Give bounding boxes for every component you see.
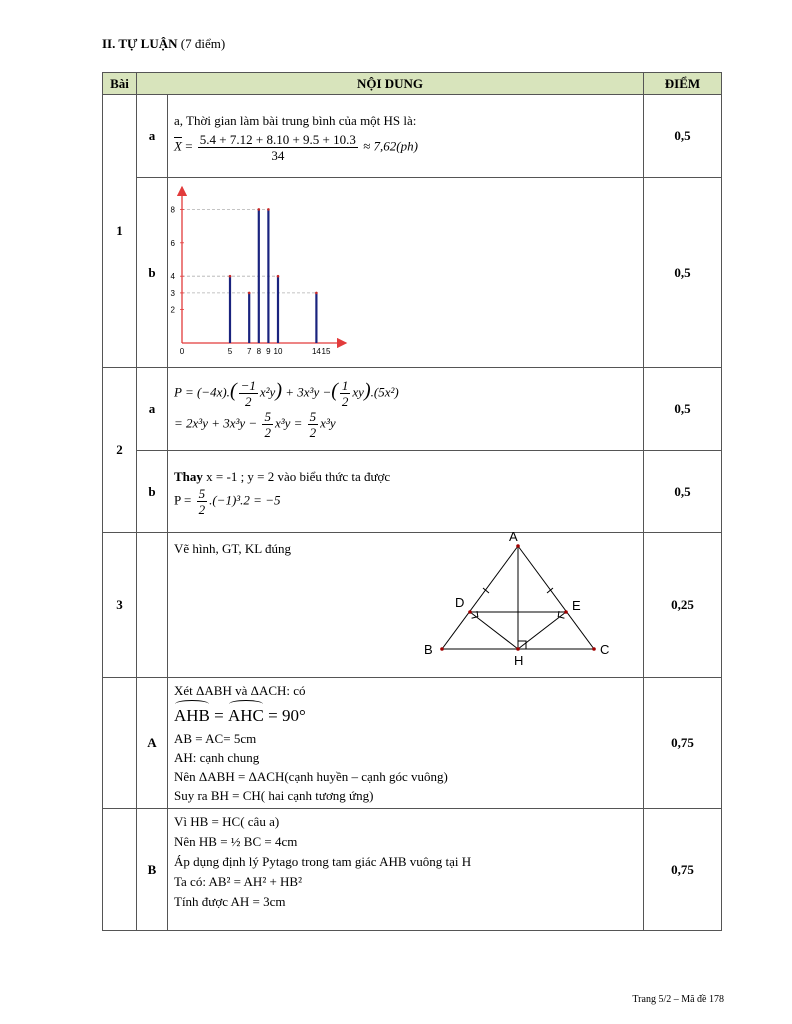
qA-line2: AH: cạnh chung xyxy=(174,750,260,765)
chart-layer xyxy=(171,187,346,356)
qB-line4: Tính được AH = 3cm xyxy=(174,894,286,909)
qA-content xyxy=(168,678,644,809)
q2b-fd: 2 xyxy=(198,501,206,517)
q1a-score: 0,5 xyxy=(644,95,722,178)
qB-label: B xyxy=(137,809,168,931)
point-C xyxy=(592,647,596,651)
side-AC xyxy=(518,546,594,649)
qA-angle-val: = 90° xyxy=(268,706,306,725)
qB-number xyxy=(103,809,137,931)
q2b-p: P = xyxy=(174,491,192,507)
y-tick-4: 4 xyxy=(170,271,175,281)
q2b-tail: .(−1)³.2 = −5 xyxy=(209,491,281,507)
q1a-intro: a, Thời gian làm bài trung bình của một HS là: xyxy=(174,113,417,128)
y-tick-6: 6 xyxy=(170,238,175,248)
qA-number xyxy=(103,678,137,809)
q2a-t3: xy xyxy=(352,384,364,400)
table-header-row xyxy=(103,73,722,95)
side-AB xyxy=(442,546,518,649)
q1a-fraction xyxy=(198,132,358,163)
q1a-result: ≈ 7,62(ph) xyxy=(363,138,418,154)
q2a-f3d: 2 xyxy=(264,425,271,440)
qB-line0: Vì HB = HC( câu a) xyxy=(174,814,280,829)
y-tick-8: 8 xyxy=(170,204,175,214)
q2a-frac3 xyxy=(262,409,273,440)
label-E: E xyxy=(572,598,581,613)
q2a-frac1 xyxy=(239,378,258,409)
x-tick-0: 0 xyxy=(179,346,185,356)
q2a-label: a xyxy=(137,368,168,451)
x-tick-5: 5 xyxy=(227,346,233,356)
q2a-f3n: 5 xyxy=(264,409,271,424)
q2b-label: b xyxy=(137,451,168,533)
q2a-f1d: 2 xyxy=(245,394,252,409)
q2b-line2 xyxy=(174,486,637,517)
table-row-3 xyxy=(103,533,722,678)
qB-score: 0,75 xyxy=(644,809,722,931)
section-title xyxy=(102,36,225,52)
header-bai: Bài xyxy=(103,73,137,95)
y-tick-2: 2 xyxy=(170,305,175,315)
q1a-denominator: 34 xyxy=(271,148,285,163)
q1b-score: 0,5 xyxy=(644,178,722,368)
x-tick-9: 9 xyxy=(266,346,271,356)
q2b-line1 xyxy=(174,467,637,486)
triangle-figure xyxy=(418,529,618,668)
q2a-f1n: −1 xyxy=(240,378,256,393)
q2a-f4n: 5 xyxy=(309,409,317,424)
bar-top-x9 xyxy=(267,208,270,211)
bar-top-x5 xyxy=(229,274,232,277)
q2a-l2a: = 2x³y + 3x³y − xyxy=(174,415,258,431)
q2a-P: P = (−4x). xyxy=(174,384,230,400)
bar-top-x8 xyxy=(258,208,261,211)
segment-DH xyxy=(470,612,518,649)
q2a-frac4 xyxy=(308,409,319,440)
x-tick-10: 10 xyxy=(273,346,283,356)
q2b-frac xyxy=(197,486,208,517)
q1a-eq: = xyxy=(185,138,193,154)
q1a-formula xyxy=(174,132,637,163)
answer-table xyxy=(102,72,722,931)
qB-line3: Ta có: AB² = AH² + HB² xyxy=(174,874,303,889)
qA-line3: Nên ΔABH = ΔACH(cạnh huyền – cạnh góc vuông) xyxy=(174,769,448,784)
point-E xyxy=(564,610,568,614)
x-tick-8: 8 xyxy=(256,346,262,356)
q1b-label: b xyxy=(137,178,168,368)
q2b-bold: Thay xyxy=(174,468,203,484)
qA-angle1: AHB xyxy=(174,702,210,729)
qB-line1: Nên HB = ½ BC = 4cm xyxy=(174,834,298,849)
q2a-f2n: 1 xyxy=(341,378,349,393)
q3-number: 3 xyxy=(103,533,137,678)
qA-line1: AB = AC= 5cm xyxy=(174,731,257,746)
q1a-numerator: 5.4 + 7.12 + 8.10 + 9.5 + 10.3 xyxy=(199,132,356,147)
qA-angle2: AHC xyxy=(228,702,264,729)
q2a-frac2 xyxy=(340,378,351,409)
qA-label: A xyxy=(137,678,168,809)
q2a-line2 xyxy=(174,409,637,440)
qA-score: 0,75 xyxy=(644,678,722,809)
x-tick-15: 15 xyxy=(321,346,331,356)
point-H xyxy=(516,647,520,651)
frequency-chart xyxy=(170,181,374,365)
q1b-content xyxy=(168,178,644,368)
y-tick-3: 3 xyxy=(170,288,175,298)
q2b-rest: x = -1 ; y = 2 vào biểu thức ta được xyxy=(202,468,391,484)
q2a-score: 0,5 xyxy=(644,368,722,451)
bar-top-x7 xyxy=(248,291,251,294)
bar-top-x10 xyxy=(277,274,280,277)
qB-line2: Áp dụng định lý Pytago trong tam giác AHB vuông tại H xyxy=(174,854,472,869)
q2a-t1: x²y xyxy=(259,384,276,400)
q2a-l2c: x³y xyxy=(320,415,336,431)
point-A xyxy=(516,544,520,548)
qA-angle-line xyxy=(174,700,637,729)
qA-angle-eq: = xyxy=(214,706,224,725)
q2a-f2d: 2 xyxy=(341,394,349,409)
bar-top-x14 xyxy=(315,291,318,294)
table-row-2a xyxy=(103,368,722,451)
point-D xyxy=(468,610,472,614)
point-B xyxy=(440,647,444,651)
section-title-rest: (7 điểm) xyxy=(177,36,226,51)
q3-score: 0,25 xyxy=(644,533,722,678)
q2-number: 2 xyxy=(103,368,137,533)
qB-content xyxy=(168,809,644,931)
q1a-content xyxy=(168,95,644,178)
label-B: B xyxy=(424,642,433,657)
section-title-bold: II. TỰ LUẬN xyxy=(102,36,178,51)
q2a-l2b: x³y = xyxy=(274,415,303,431)
table-row-A xyxy=(103,678,722,809)
q2a-content xyxy=(168,368,644,451)
q1a-xbar: $\overline{X}$ xyxy=(174,138,182,154)
q2a-line1: P = (−4x).( $\frac{-1}{2}$ x²y) + 3x³y −( $\frac{1}{2}$ xy).(5x²) xyxy=(174,378,399,409)
q2b-content xyxy=(168,451,644,533)
label-A: A xyxy=(509,529,518,544)
q3-content xyxy=(168,529,644,678)
label-C: C xyxy=(600,642,610,657)
x-tick-14: 14 xyxy=(311,346,321,356)
qA-line0: Xét ΔABH và ΔACH: có xyxy=(174,683,306,698)
table-row-B xyxy=(103,809,722,931)
label-H: H xyxy=(514,653,524,668)
segment-EH xyxy=(518,612,566,649)
q3-sub xyxy=(137,533,168,678)
q1a-label: a xyxy=(137,95,168,178)
q3-text: Vẽ hình, GT, KL đúng xyxy=(174,541,291,556)
q2b-score: 0,5 xyxy=(644,451,722,533)
table-row-2b xyxy=(103,451,722,533)
q2a-t2: + 3x³y − xyxy=(285,384,332,400)
table-row-1a xyxy=(103,95,722,178)
table-row-1b xyxy=(103,178,722,368)
header-noidung: NỘI DUNG xyxy=(137,73,644,95)
q2a-f4d: 2 xyxy=(309,425,317,440)
q2b-fn: 5 xyxy=(198,485,206,501)
label-D: D xyxy=(455,595,465,610)
header-diem: ĐIỂM xyxy=(644,73,722,95)
x-tick-7: 7 xyxy=(246,346,252,356)
q1-number: 1 xyxy=(103,95,137,368)
qA-line4: Suy ra BH = CH( hai cạnh tương ứng) xyxy=(174,788,374,803)
page-footer: Trang 5/2 – Mã đề 178 xyxy=(632,994,724,1005)
q2a-t4: .(5x²) xyxy=(370,384,399,400)
